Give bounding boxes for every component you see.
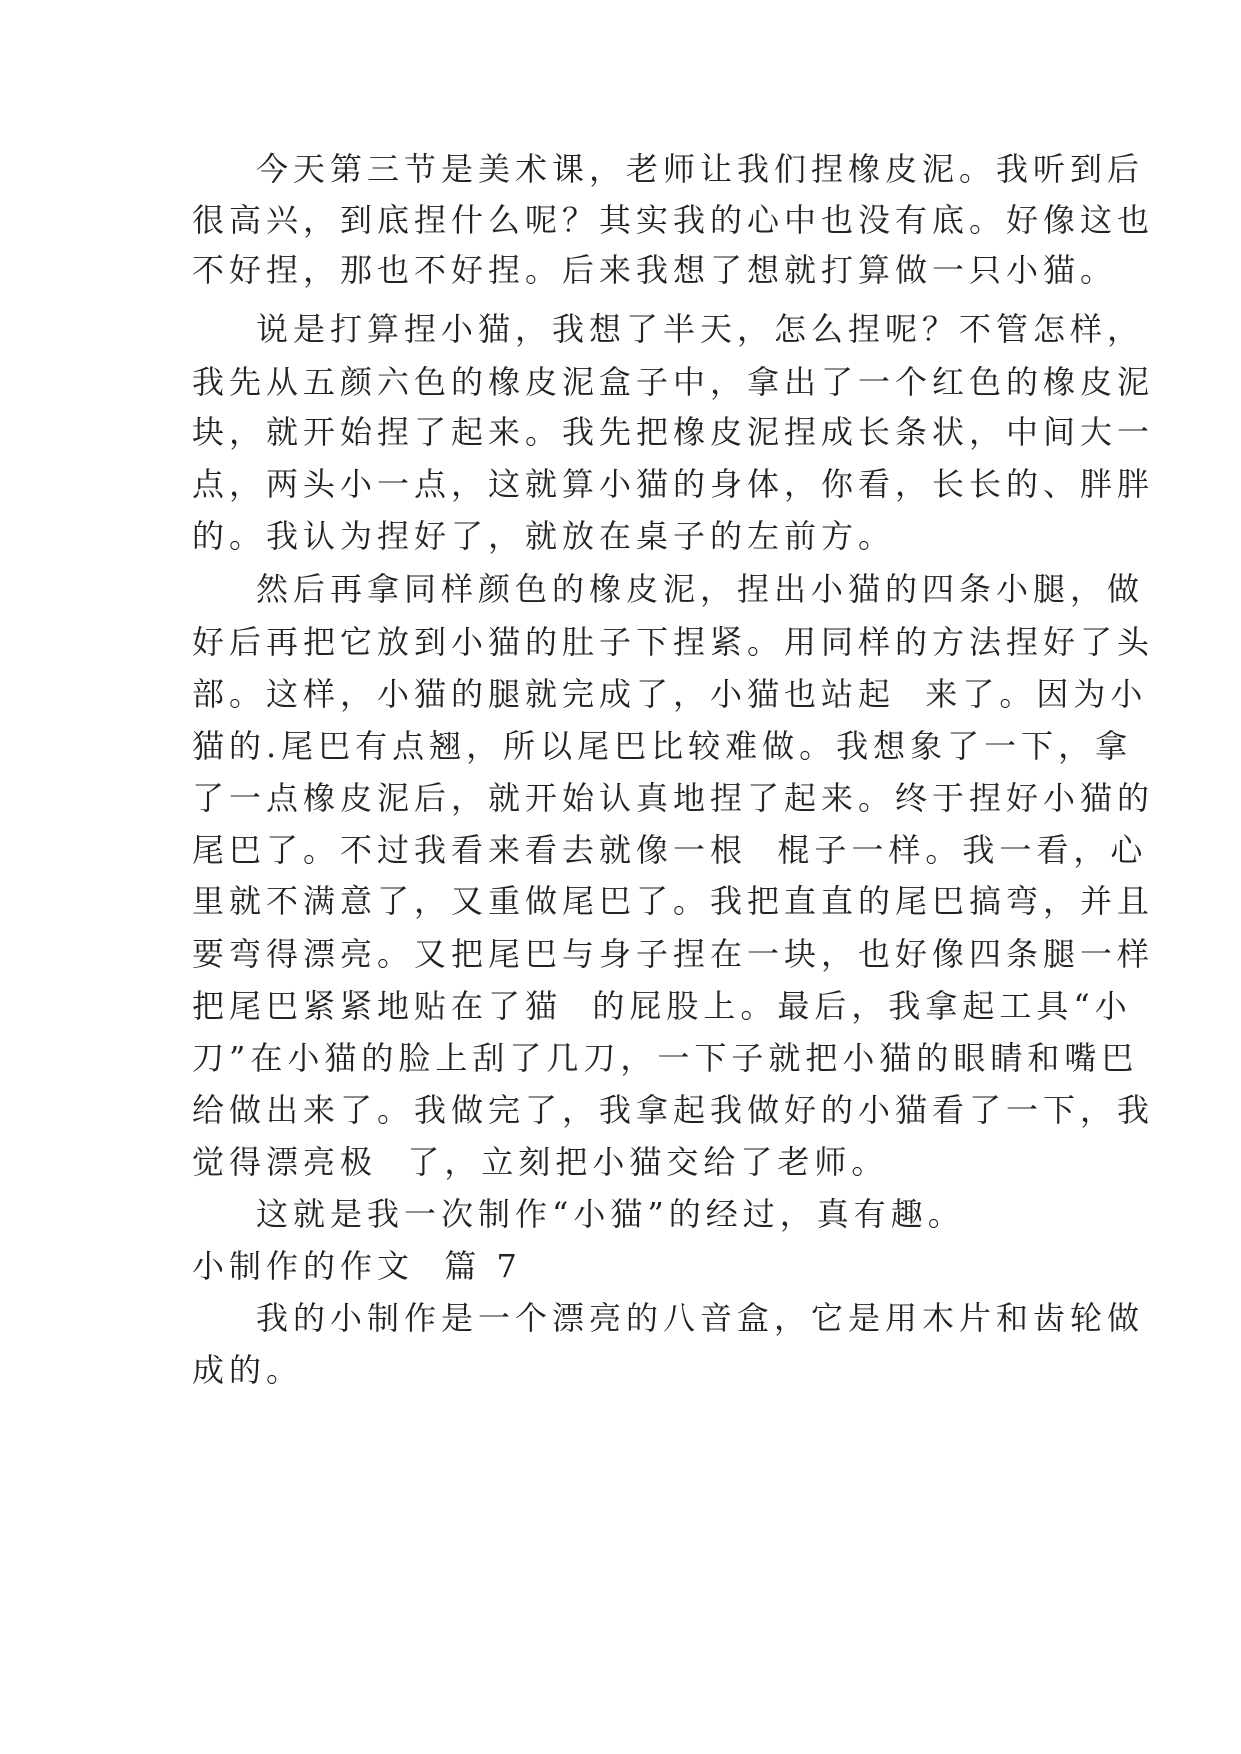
paragraph-2-line-4: 点，两头小一点，这就算小猫的身体，你看，长长的、胖胖 [192,465,1155,503]
paragraph-1-line-1: 今天第三节是美术课，老师让我们捏橡皮泥。我听到后 [256,150,1145,188]
paragraph-1-line-2: 很高兴，到底捏什么呢？其实我的心中也没有底。好像这也 [192,201,1155,239]
paragraph-4-line-1: 这就是我一次制作“小猫”的经过，真有趣。 [256,1195,965,1233]
paragraph-3-line-11: 给做出来了。我做完了，我拿起我做好的小猫看了一下，我 [192,1091,1155,1129]
paragraph-5-line-2: 成的。 [192,1351,304,1389]
paragraph-3-line-3: 部。这样，小猫的腿就完成了，小猫也站起 来了。因为小 [192,675,1148,713]
paragraph-3-line-8: 要弯得漂亮。又把尾巴与身子捏在一块，也好像四条腿一样 [192,935,1155,973]
paragraph-5-line-1: 我的小制作是一个漂亮的八音盒，它是用木片和齿轮做 [256,1299,1145,1337]
paragraph-2-line-3: 块，就开始捏了起来。我先把橡皮泥捏成长条状，中间大一 [192,413,1155,451]
paragraph-3-line-5: 了一点橡皮泥后，就开始认真地捏了起来。终于捏好小猫的 [192,779,1155,817]
paragraph-1-line-3: 不好捏，那也不好捏。后来我想了想就打算做一只小猫。 [192,251,1118,289]
paragraph-3-line-9: 把尾巴紧紧地贴在了猫 的屁股上。最后，我拿起工具“小 [192,987,1132,1025]
paragraph-3-line-1: 然后再拿同样颜色的橡皮泥，捏出小猫的四条小腿，做 [256,570,1145,608]
paragraph-3-line-2: 好后再把它放到小猫的肚子下捏紧。用同样的方法捏好了头 [192,623,1155,661]
paragraph-2-line-2: 我先从五颜六色的橡皮泥盒子中，拿出了一个红色的橡皮泥 [192,363,1155,401]
paragraph-3-line-10: 刀”在小猫的脸上刮了几刀，一下子就把小猫的眼睛和嘴巴 [192,1039,1139,1077]
paragraph-2-line-5: 的。我认为捏好了，就放在桌子的左前方。 [192,517,896,555]
section-heading: 小制作的作文 篇 7 [192,1247,522,1285]
paragraph-3-line-12: 觉得漂亮极 了，立刻把小猫交给了老师。 [192,1143,889,1181]
paragraph-3-line-6: 尾巴了。不过我看来看去就像一根 棍子一样。我一看，心 [192,831,1148,869]
paragraph-3-line-7: 里就不满意了，又重做尾巴了。我把直直的尾巴搞弯，并且 [192,882,1155,920]
paragraph-3-line-4: 猫的.尾巴有点翘，所以尾巴比较难做。我想象了一下，拿 [192,727,1133,765]
paragraph-2-line-1: 说是打算捏小猫，我想了半天，怎么捏呢？不管怎样， [256,310,1145,348]
